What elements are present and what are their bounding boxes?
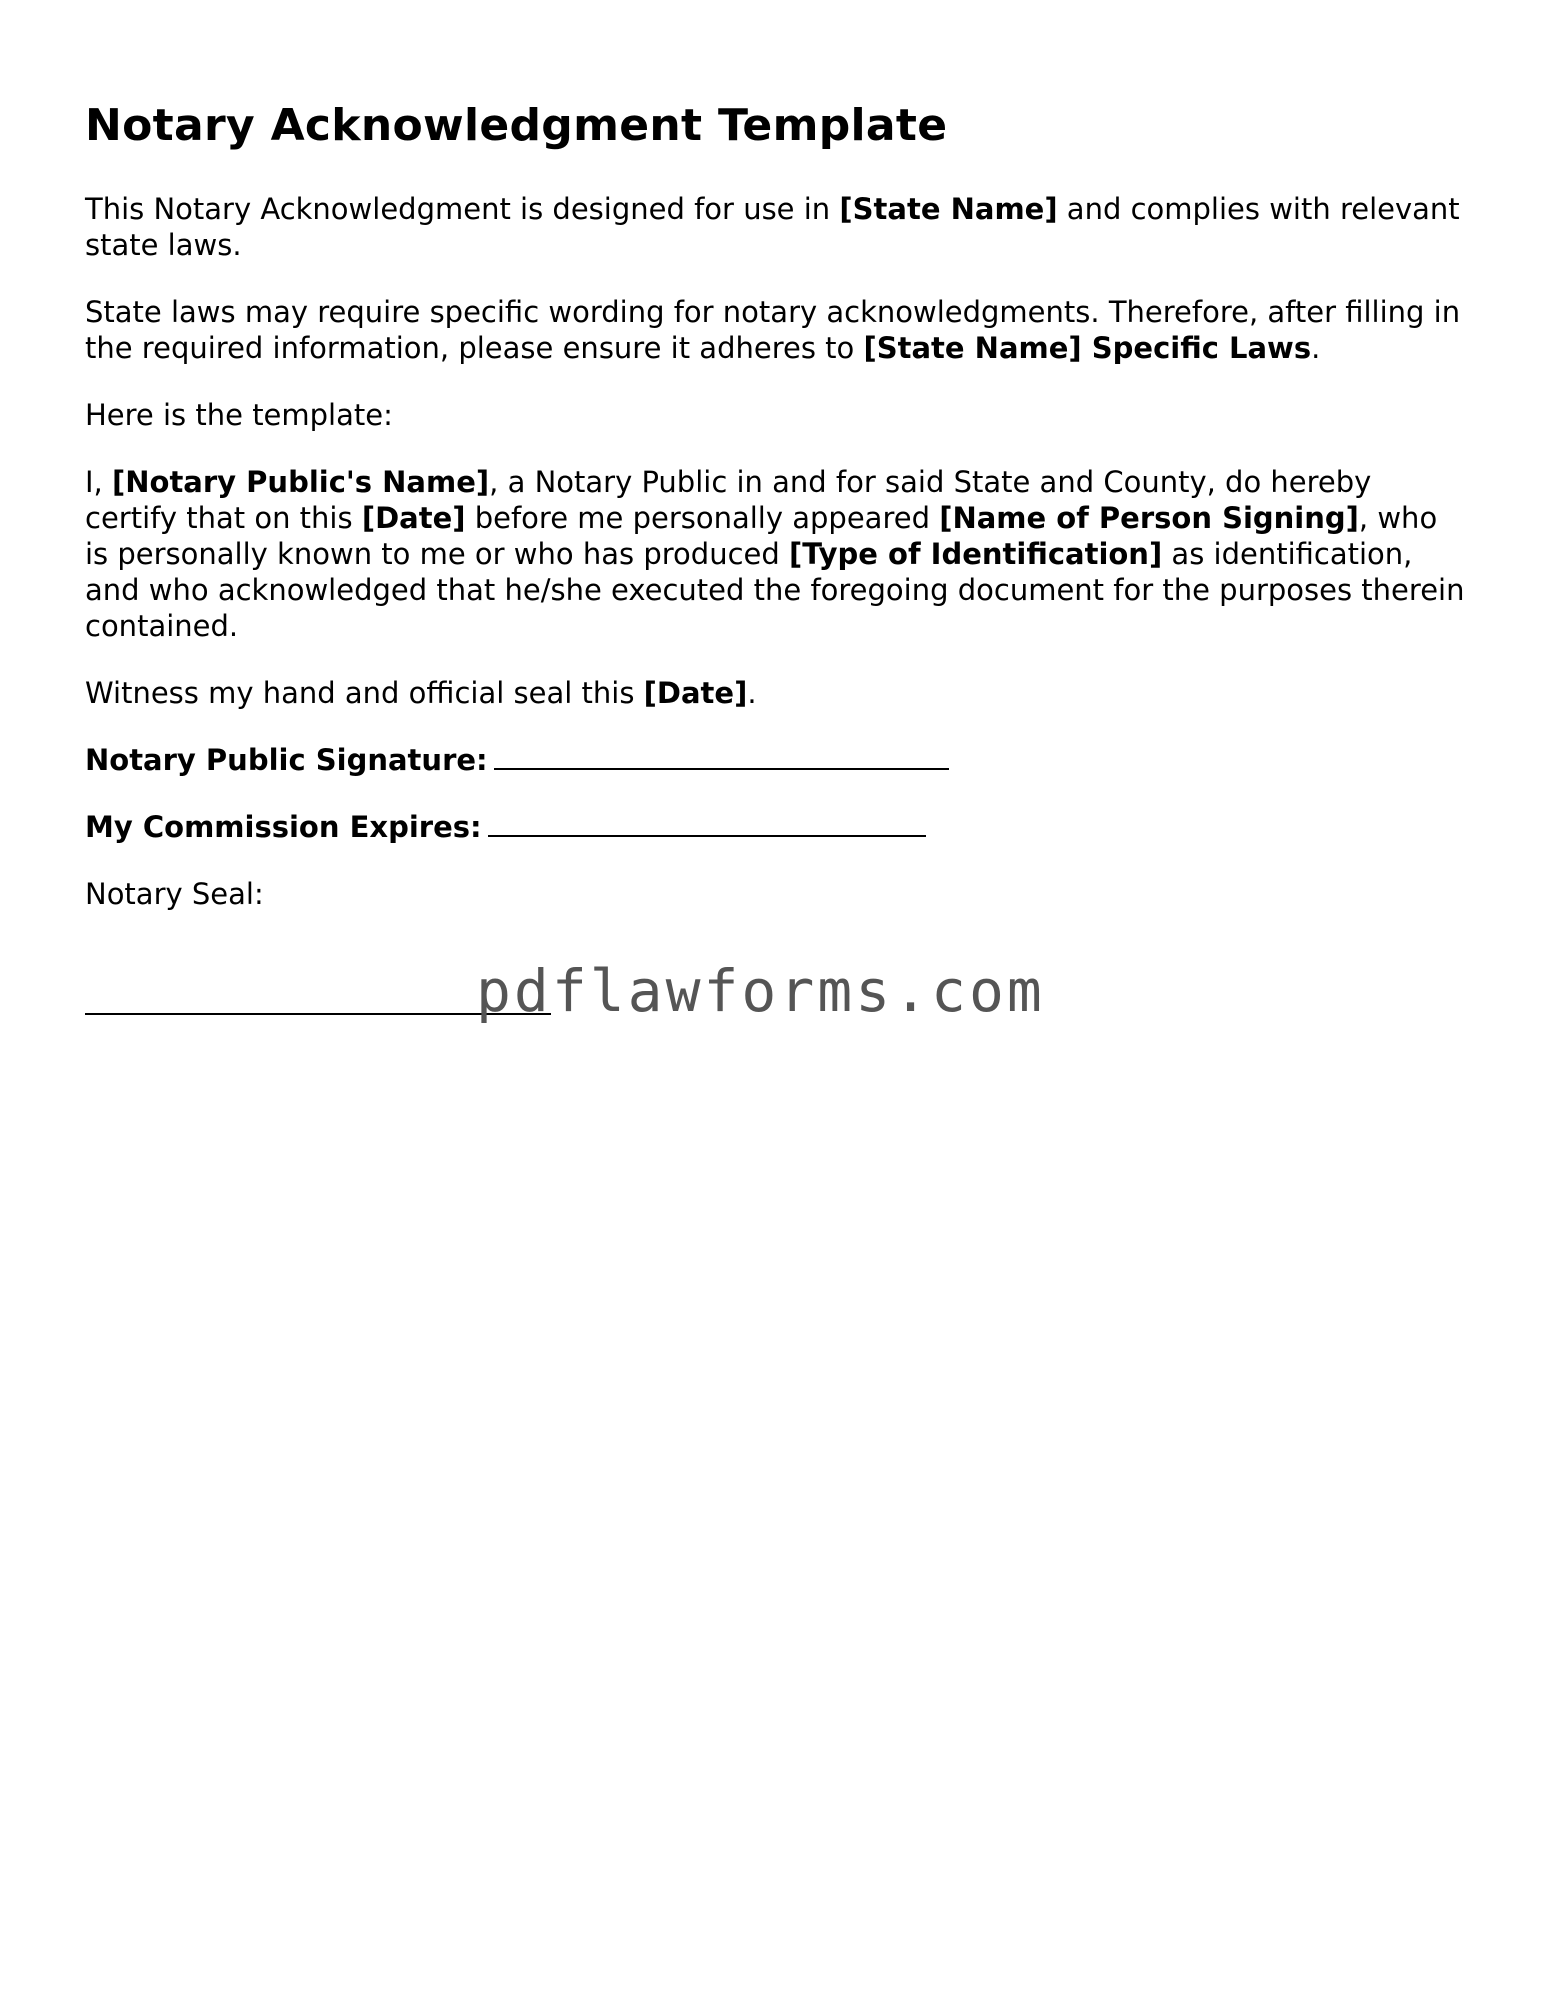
signature-field [85, 742, 1465, 778]
laws-note-paragraph [85, 294, 1465, 366]
acknowledgment-body [85, 464, 1465, 644]
signer-name-placeholder: [Name of Person Signing] [939, 500, 1359, 535]
document-title: Notary Acknowledgment Template [85, 100, 948, 151]
notary-name-placeholder: [Notary Public's Name] [112, 464, 490, 499]
intro-paragraph [85, 191, 1465, 263]
commission-expires-line[interactable] [488, 809, 926, 837]
witness-text-2: . [747, 675, 757, 710]
signature-line[interactable] [494, 742, 949, 770]
witness-paragraph [85, 675, 1465, 711]
body-text-5: as identification, and who acknowledged that he/she executed the foregoing document for the purposes therein contained. [85, 536, 1465, 643]
commission-label: My Commission Expires: [85, 809, 482, 844]
body-text-1: I, [85, 464, 112, 499]
watermark-text: pdflawforms.com [476, 957, 1045, 1025]
witness-date-placeholder: [Date] [643, 675, 748, 710]
intro-text-2: and complies with relevant state laws. [85, 191, 1460, 262]
notary-seal-label: Notary Seal: [85, 876, 264, 911]
document-page [85, 100, 1465, 912]
body-text-4: , who is personally known to me or who has produced [85, 500, 1438, 571]
laws-note-text-1: State laws may require specific wording for notary acknowledgments. Therefore, after filling in the required information, please ensure it adheres to [85, 294, 1461, 365]
identification-type-placeholder: [Type of Identification] [789, 536, 1163, 571]
template-intro: Here is the template: [85, 397, 393, 432]
commission-field [85, 809, 1465, 845]
laws-note-text-2: . [1311, 330, 1321, 365]
body-text-3: before me personally appeared [465, 500, 940, 535]
state-name-placeholder: [State Name] [839, 191, 1058, 226]
date-placeholder: [Date] [361, 500, 466, 535]
signature-label: Notary Public Signature: [85, 742, 488, 777]
witness-text-1: Witness my hand and official seal this [85, 675, 644, 710]
body-text-2: , a Notary Public in and for said State and County, do hereby certify that on this [85, 464, 1372, 535]
intro-text-1: This Notary Acknowledgment is designed for use in [85, 191, 840, 226]
state-laws-placeholder: [State Name] Specific Laws [863, 330, 1312, 365]
